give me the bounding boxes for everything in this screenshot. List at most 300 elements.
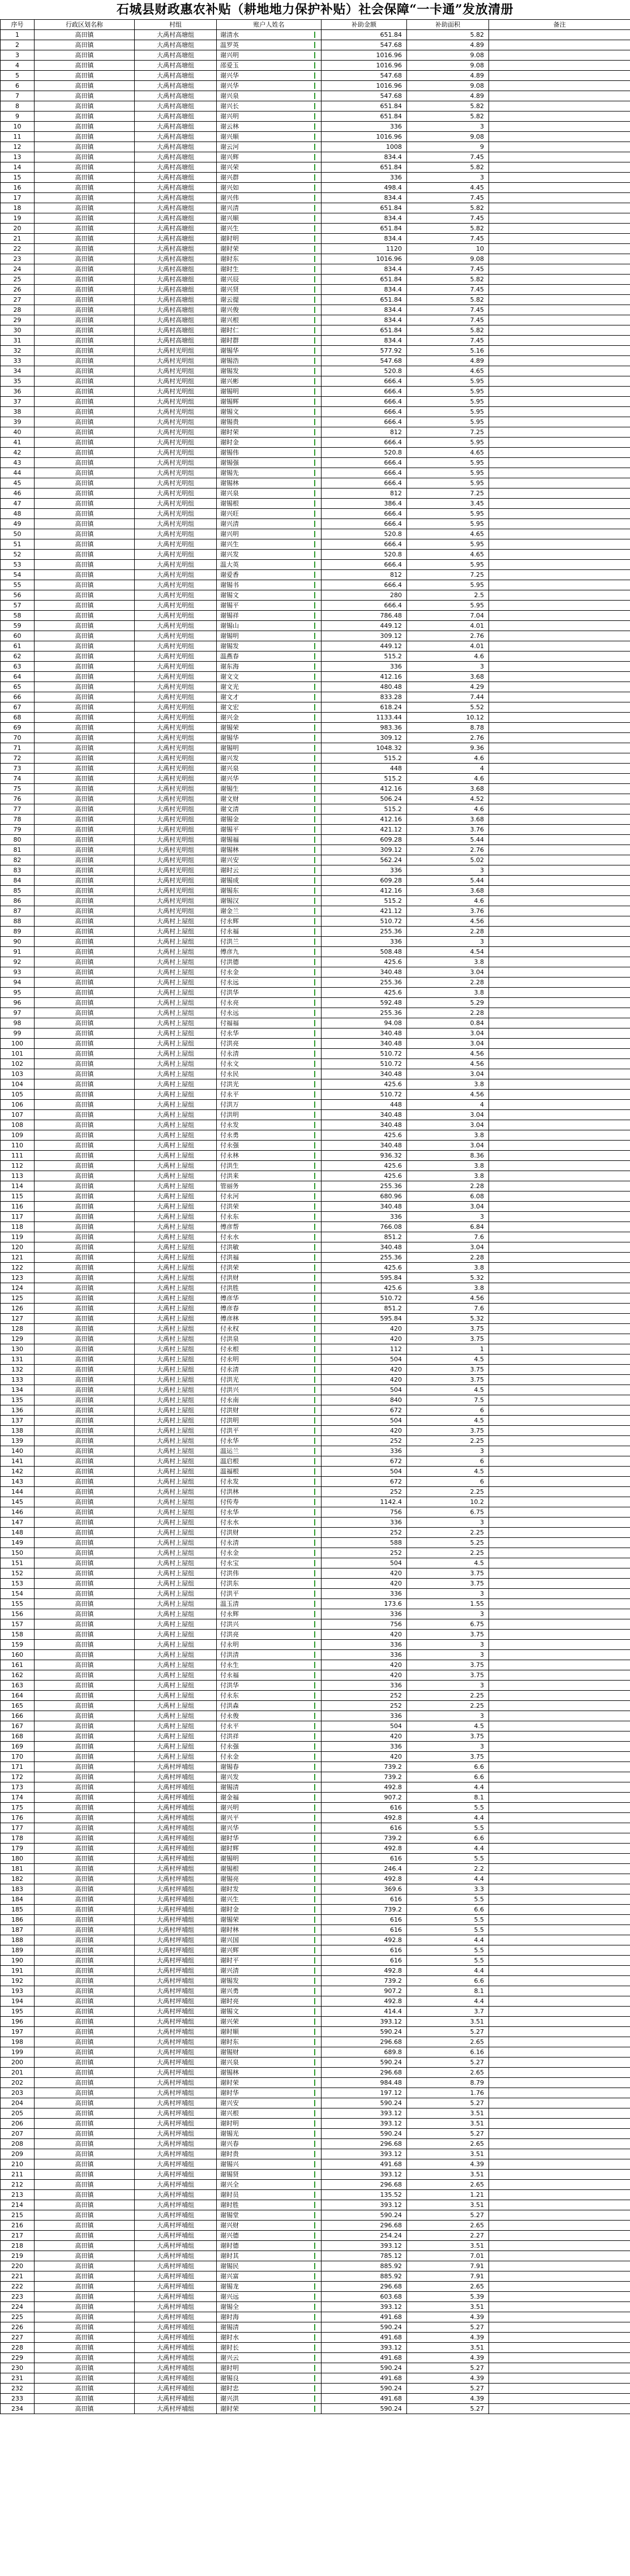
cell-account-name	[217, 2210, 322, 2221]
cell-region	[35, 865, 135, 876]
cell-amount-text: 577.92	[380, 347, 402, 354]
cell-amount	[322, 1100, 407, 1110]
cell-index	[1, 1090, 35, 1100]
cell-area	[407, 1609, 489, 1619]
cell-index	[1, 254, 35, 264]
cell-amount	[322, 550, 407, 560]
cell-account-name	[217, 1507, 322, 1518]
cell-region	[35, 916, 135, 927]
cell-index	[1, 1171, 35, 1181]
cell-village-group	[135, 132, 217, 142]
cell-index-text: 212	[11, 2181, 23, 2188]
cell-index	[1, 91, 35, 101]
cell-village-group	[135, 1956, 217, 1966]
cell-village-group	[135, 2404, 217, 2414]
cell-region	[35, 743, 135, 753]
green-check-mark	[314, 1550, 315, 1556]
cell-account-name-text: 谢锡根	[220, 500, 239, 507]
cell-account-name-text: 谢兴如	[220, 184, 239, 191]
cell-amount	[322, 723, 407, 733]
cell-area	[407, 1090, 489, 1100]
cell-account-name-text: 付洪林	[220, 1488, 239, 1495]
cell-village-group-text: 大禹村光明组	[157, 673, 194, 680]
cell-region	[35, 2180, 135, 2190]
cell-amount	[322, 539, 407, 550]
cell-region	[35, 1008, 135, 1018]
cell-village-group-text: 大禹村高塘组	[157, 194, 194, 202]
cell-village-group	[135, 1538, 217, 1548]
cell-account-name	[217, 1222, 322, 1232]
table-row	[1, 753, 630, 764]
cell-region-text: 高田镇	[75, 1987, 94, 1995]
cell-area	[407, 550, 489, 560]
cell-account-name	[217, 1650, 322, 1660]
cell-village-group	[135, 896, 217, 906]
cell-index-text: 11	[13, 133, 22, 140]
cell-account-name	[217, 264, 322, 275]
cell-village-group-text: 大禹村光明组	[157, 602, 194, 609]
cell-index	[1, 1518, 35, 1528]
green-check-mark	[314, 276, 315, 282]
cell-index	[1, 417, 35, 427]
cell-account-name-text: 谢兴华	[220, 1824, 239, 1832]
cell-index	[1, 40, 35, 50]
cell-village-group-text: 大禹村上屋组	[157, 928, 194, 935]
cell-remark	[489, 2271, 630, 2282]
cell-account-name	[217, 1263, 322, 1273]
cell-area	[407, 601, 489, 611]
cell-region-text: 高田镇	[75, 1753, 94, 1760]
cell-region-text: 高田镇	[75, 1702, 94, 1709]
cell-account-name	[217, 305, 322, 315]
green-check-mark	[314, 2324, 315, 2330]
cell-area-text: 7.5	[474, 1396, 484, 1404]
cell-area	[407, 1650, 489, 1660]
cell-amount	[322, 1110, 407, 1120]
cell-account-name-text: 付永强	[220, 1142, 239, 1149]
cell-region	[35, 957, 135, 967]
cell-amount	[322, 71, 407, 81]
cell-index-text: 97	[13, 1009, 22, 1017]
green-check-mark	[314, 1529, 315, 1536]
cell-region	[35, 631, 135, 641]
cell-index	[1, 927, 35, 937]
cell-area	[407, 1273, 489, 1283]
cell-village-group-text: 大禹村高塘组	[157, 123, 194, 130]
cell-account-name-text: 谢兴生	[220, 541, 239, 548]
cell-amount-text: 515.2	[384, 897, 402, 905]
cell-region-text: 高田镇	[75, 174, 94, 181]
cell-account-name-text: 谢时林	[220, 1926, 239, 1934]
cell-area	[407, 376, 489, 387]
cell-amount-text: 420	[390, 1580, 402, 1587]
cell-amount-text: 252	[390, 1549, 402, 1557]
cell-region	[35, 794, 135, 804]
cell-region-text: 高田镇	[75, 2140, 94, 2148]
cell-index-text: 197	[11, 2028, 23, 2035]
cell-account-name-text: 谢文才	[220, 693, 239, 701]
cell-amount-text: 412.16	[380, 785, 402, 792]
cell-account-name-text: 付永勇	[220, 1131, 239, 1139]
cell-account-name-text: 谢时贵	[220, 2150, 239, 2158]
cell-index-text: 214	[11, 2201, 23, 2209]
cell-village-group-text: 大禹村高塘组	[157, 265, 194, 273]
cell-region	[35, 651, 135, 662]
cell-remark	[489, 2200, 630, 2210]
cell-account-name-text: 谢兴华	[220, 775, 239, 782]
cell-remark	[489, 448, 630, 458]
cell-region	[35, 906, 135, 916]
cell-amount-text: 448	[390, 765, 402, 772]
green-check-mark	[314, 1071, 315, 1077]
cell-region-text: 高田镇	[75, 1814, 94, 1821]
cell-remark	[489, 529, 630, 539]
cell-amount	[322, 1895, 407, 1905]
cell-index	[1, 753, 35, 764]
cell-amount-text: 510.72	[380, 1060, 402, 1068]
cell-account-name-text: 谢兴俊	[220, 306, 239, 314]
table-row	[1, 1293, 630, 1304]
green-check-mark	[314, 562, 315, 568]
cell-area-text: 6	[480, 1478, 484, 1485]
cell-amount-text: 386.4	[384, 500, 402, 507]
cell-remark	[489, 1324, 630, 1334]
cell-account-name	[217, 458, 322, 468]
cell-remark	[489, 631, 630, 641]
cell-region-text: 高田镇	[75, 2222, 94, 2229]
cell-account-name	[217, 356, 322, 366]
cell-remark	[489, 478, 630, 488]
cell-index-text: 226	[11, 2324, 23, 2331]
cell-area	[407, 713, 489, 723]
cell-village-group-text: 大禹村光明组	[157, 428, 194, 436]
cell-remark	[489, 1426, 630, 1436]
cell-area-text: 8.1	[474, 1987, 484, 1995]
cell-remark	[489, 132, 630, 142]
cell-region-text: 高田镇	[75, 500, 94, 507]
cell-account-name-text: 付永辉	[220, 918, 239, 925]
cell-region-text: 高田镇	[75, 2191, 94, 2198]
cell-village-group	[135, 1548, 217, 1558]
green-check-mark	[314, 938, 315, 945]
cell-region-text: 高田镇	[75, 2069, 94, 2076]
cell-account-name-text: 谢爱香	[220, 571, 239, 578]
cell-amount	[322, 1497, 407, 1507]
cell-village-group-text: 大禹村高塘组	[157, 153, 194, 161]
green-check-mark	[314, 2232, 315, 2239]
cell-index-text: 209	[11, 2150, 23, 2158]
cell-region	[35, 1141, 135, 1151]
cell-region-text: 高田镇	[75, 265, 94, 273]
cell-amount	[322, 1925, 407, 1935]
cell-remark	[489, 641, 630, 651]
cell-region-text: 高田镇	[75, 1193, 94, 1200]
cell-region	[35, 682, 135, 692]
cell-index	[1, 1996, 35, 2007]
cell-area	[407, 1589, 489, 1599]
cell-account-name-text: 谢锡发	[220, 642, 239, 650]
cell-area	[407, 1986, 489, 1996]
cell-amount	[322, 1833, 407, 1844]
table-row	[1, 234, 630, 244]
cell-index-text: 138	[11, 1427, 23, 1434]
green-check-mark	[314, 551, 315, 558]
cell-account-name	[217, 1344, 322, 1355]
green-check-mark	[314, 1509, 315, 1515]
cell-remark	[489, 234, 630, 244]
cell-area-text: 5.95	[470, 602, 484, 609]
cell-account-name	[217, 2271, 322, 2282]
cell-account-name-text: 谢文清	[220, 805, 239, 813]
cell-index-text: 84	[13, 877, 22, 884]
table-body	[1, 30, 630, 2414]
cell-region	[35, 1701, 135, 1711]
cell-account-name	[217, 1742, 322, 1752]
cell-region	[35, 2210, 135, 2221]
cell-account-name-text: 付洪平	[220, 1590, 239, 1597]
cell-index	[1, 2068, 35, 2078]
cell-area	[407, 2129, 489, 2139]
cell-index	[1, 1976, 35, 1986]
cell-area	[407, 427, 489, 438]
cell-amount	[322, 173, 407, 183]
cell-area-text: 5.27	[470, 2385, 484, 2392]
cell-village-group	[135, 590, 217, 601]
cell-area-text: 5.95	[470, 541, 484, 548]
green-check-mark	[314, 470, 315, 476]
cell-region-text: 高田镇	[75, 541, 94, 548]
cell-region-text: 高田镇	[75, 1254, 94, 1261]
cell-index	[1, 488, 35, 499]
cell-index-text: 196	[11, 2018, 23, 2025]
cell-index	[1, 845, 35, 855]
cell-area-text: 5.95	[470, 561, 484, 568]
cell-amount-text: 336	[390, 174, 402, 181]
cell-amount	[322, 641, 407, 651]
cell-village-group-text: 大禹村上屋组	[157, 979, 194, 986]
cell-region-text: 高田镇	[75, 1977, 94, 1984]
cell-village-group	[135, 285, 217, 295]
cell-account-name	[217, 978, 322, 988]
cell-area	[407, 234, 489, 244]
cell-index	[1, 611, 35, 621]
cell-index-text: 54	[13, 571, 22, 578]
cell-region-text: 高田镇	[75, 1967, 94, 1974]
cell-amount	[322, 2017, 407, 2027]
cell-region	[35, 825, 135, 835]
cell-index	[1, 651, 35, 662]
cell-region-text: 高田镇	[75, 1845, 94, 1852]
cell-area	[407, 366, 489, 376]
table-row	[1, 1874, 630, 1884]
cell-amount	[322, 2353, 407, 2363]
cell-area	[407, 692, 489, 702]
cell-remark	[489, 2078, 630, 2088]
cell-area	[407, 1018, 489, 1028]
cell-index-text: 121	[11, 1254, 23, 1261]
cell-area	[407, 2292, 489, 2302]
cell-area	[407, 2058, 489, 2068]
cell-village-group	[135, 315, 217, 325]
green-check-mark	[314, 908, 315, 914]
cell-account-name	[217, 2108, 322, 2119]
cell-area-text: 7.91	[470, 2273, 484, 2280]
cell-area	[407, 1507, 489, 1518]
cell-index-text: 182	[11, 1875, 23, 1883]
table-row	[1, 1609, 630, 1619]
table-row	[1, 2119, 630, 2129]
cell-amount-text: 448	[390, 1101, 402, 1108]
table-row	[1, 784, 630, 794]
cell-amount	[322, 101, 407, 112]
cell-index-text: 185	[11, 1906, 23, 1913]
green-check-mark	[314, 215, 315, 221]
green-check-mark	[314, 1896, 315, 1902]
cell-index	[1, 978, 35, 988]
cell-area	[407, 2200, 489, 2210]
table-row	[1, 947, 630, 957]
cell-remark	[489, 1497, 630, 1507]
cell-village-group	[135, 1854, 217, 1864]
cell-region	[35, 488, 135, 499]
cell-amount-text: 425.6	[384, 958, 402, 966]
cell-remark	[489, 40, 630, 50]
cell-index	[1, 1538, 35, 1548]
cell-index	[1, 713, 35, 723]
table-row	[1, 1263, 630, 1273]
cell-remark	[489, 743, 630, 753]
cell-area-text: 4.45	[470, 184, 484, 191]
cell-index-text: 233	[11, 2395, 23, 2402]
cell-village-group	[135, 2119, 217, 2129]
cell-village-group-text: 大禹村光明组	[157, 897, 194, 905]
green-check-mark	[314, 2141, 315, 2147]
cell-index-text: 158	[11, 1631, 23, 1638]
cell-region	[35, 539, 135, 550]
cell-village-group	[135, 1273, 217, 1283]
green-check-mark	[314, 235, 315, 242]
green-check-mark	[314, 2008, 315, 2014]
cell-village-group-text: 大禹村坪埔组	[157, 1824, 194, 1832]
cell-amount	[322, 1171, 407, 1181]
green-check-mark	[314, 123, 315, 130]
cell-area	[407, 71, 489, 81]
cell-account-name-text: 温玉清	[220, 1600, 239, 1608]
cell-account-name	[217, 1996, 322, 2007]
table-row	[1, 651, 630, 662]
cell-region-text: 高田镇	[75, 428, 94, 436]
cell-region-text: 高田镇	[75, 1794, 94, 1801]
cell-amount-text: 592.48	[380, 999, 402, 1006]
cell-amount-text: 786.48	[380, 612, 402, 619]
cell-index-text: 39	[13, 418, 22, 426]
cell-village-group-text: 大禹村上屋组	[157, 1610, 194, 1618]
cell-index-text: 223	[11, 2293, 23, 2300]
green-check-mark	[314, 337, 315, 344]
cell-amount	[322, 366, 407, 376]
green-check-mark	[314, 2161, 315, 2167]
cell-region-text: 高田镇	[75, 123, 94, 130]
cell-account-name	[217, 1579, 322, 1589]
cell-amount	[322, 152, 407, 162]
cell-remark	[489, 1793, 630, 1803]
cell-region-text: 高田镇	[75, 1682, 94, 1689]
cell-area-text: 5.82	[470, 164, 484, 171]
cell-region-text: 高田镇	[75, 1182, 94, 1190]
cell-index-text: 164	[11, 1692, 23, 1699]
cell-village-group-text: 大禹村上屋组	[157, 1081, 194, 1088]
cell-area	[407, 30, 489, 40]
cell-index	[1, 183, 35, 193]
cell-area-text: 5.82	[470, 296, 484, 303]
cell-area-text: 4.4	[474, 1845, 484, 1852]
cell-account-name	[217, 2302, 322, 2312]
cell-index	[1, 1905, 35, 1915]
cell-amount	[322, 865, 407, 876]
cell-village-group-text: 大禹村上屋组	[157, 1692, 194, 1699]
cell-amount	[322, 407, 407, 417]
cell-account-name	[217, 1558, 322, 1568]
cell-account-name-text: 谢兴德	[220, 2232, 239, 2239]
cell-account-name	[217, 825, 322, 835]
cell-remark	[489, 957, 630, 967]
cell-village-group	[135, 641, 217, 651]
table-row	[1, 1681, 630, 1691]
cell-index-text: 28	[13, 306, 22, 314]
cell-region-text: 高田镇	[75, 1936, 94, 1944]
green-check-mark	[314, 1855, 315, 1862]
cell-amount	[322, 1650, 407, 1660]
cell-region	[35, 1681, 135, 1691]
cell-area	[407, 998, 489, 1008]
cell-remark	[489, 1446, 630, 1456]
cell-village-group	[135, 1701, 217, 1711]
cell-amount	[322, 315, 407, 325]
cell-area-text: 10.12	[466, 714, 484, 721]
cell-region	[35, 774, 135, 784]
cell-region-text: 高田镇	[75, 602, 94, 609]
cell-account-name-text: 谢兴荣	[220, 164, 239, 171]
cell-remark	[489, 967, 630, 978]
cell-index	[1, 1599, 35, 1609]
cell-area-text: 7.91	[470, 2262, 484, 2270]
cell-area	[407, 1844, 489, 1854]
cell-area-text: 3.3	[474, 1885, 484, 1893]
cell-index	[1, 733, 35, 743]
table-row	[1, 2088, 630, 2098]
table-row	[1, 2404, 630, 2414]
green-check-mark	[314, 1101, 315, 1108]
cell-area	[407, 1945, 489, 1956]
cell-region-text: 高田镇	[75, 1896, 94, 1903]
cell-area-text: 3.04	[470, 968, 484, 976]
cell-village-group	[135, 346, 217, 356]
cell-village-group-text: 大禹村坪埔组	[157, 2283, 194, 2290]
cell-remark	[489, 539, 630, 550]
cell-account-name-text: 谢锡亮	[220, 1875, 239, 1883]
cell-region-text: 高田镇	[75, 999, 94, 1006]
cell-region	[35, 2159, 135, 2170]
cell-village-group-text: 大禹村光明组	[157, 775, 194, 782]
cell-index	[1, 2221, 35, 2231]
cell-amount	[322, 1487, 407, 1497]
cell-remark	[489, 1375, 630, 1385]
cell-account-name-text: 谢兴群	[220, 174, 239, 181]
green-check-mark	[314, 154, 315, 160]
cell-village-group	[135, 743, 217, 753]
cell-account-name	[217, 1884, 322, 1895]
cell-area	[407, 1670, 489, 1681]
